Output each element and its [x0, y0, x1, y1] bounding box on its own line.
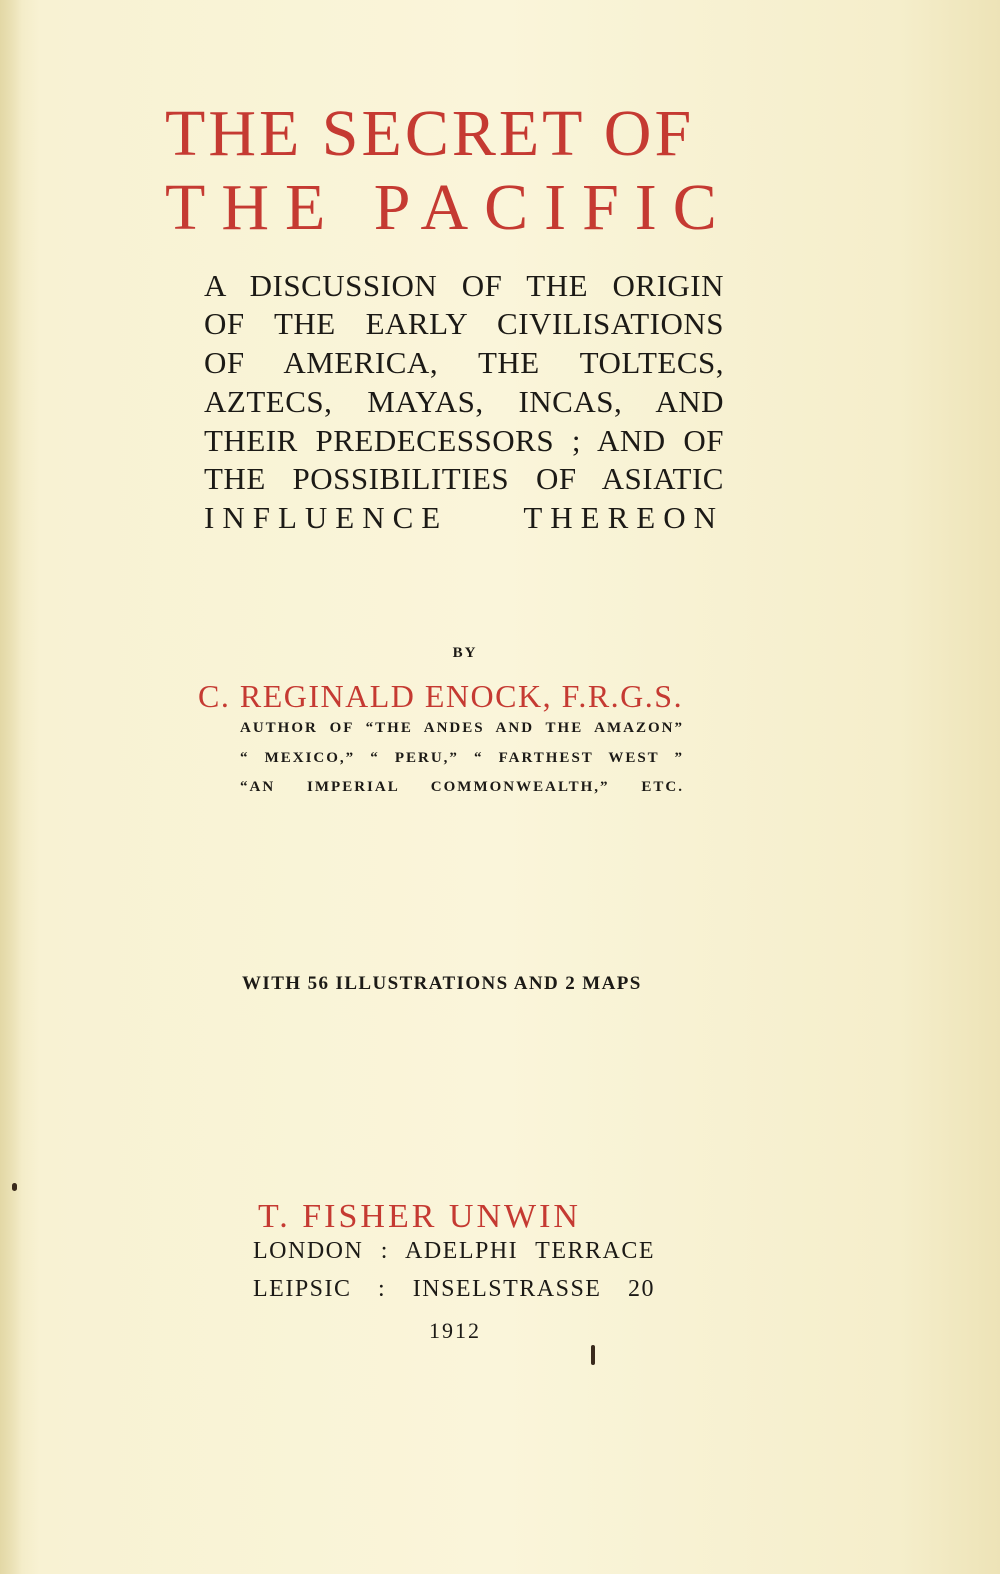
byline: BY: [452, 645, 478, 661]
author-credits-line-3: “AN IMPERIAL COMMONWEALTH,” ETC.: [240, 779, 684, 795]
subtitle-line-7: INFLUENCE THEREON: [204, 500, 724, 535]
subtitle-line-5: THEIR PREDECESSORS ; AND OF: [204, 423, 724, 458]
publisher-address-london: LONDON : ADELPHI TERRACE: [253, 1238, 655, 1264]
subtitle-line-2: OF THE EARLY CIVILISATIONS: [204, 306, 724, 341]
author-credits-line-1: AUTHOR OF “THE ANDES AND THE AMAZON”: [240, 720, 684, 736]
author-credits-line-2: “ MEXICO,” “ PERU,” “ FARTHEST WEST ”: [240, 750, 684, 766]
author-name: C. REGINALD ENOCK, F.R.G.S.: [198, 678, 684, 714]
subtitle-line-6: THE POSSIBILITIES OF ASIATIC: [204, 461, 724, 496]
subtitle-line-4: AZTECS, MAYAS, INCAS, AND: [204, 384, 724, 419]
publisher-address-leipsic: LEIPSIC : INSELSTRASSE 20: [253, 1276, 655, 1302]
book-title-line-1: THE SECRET OF: [165, 97, 695, 170]
publisher-name: T. FISHER UNWIN: [258, 1198, 581, 1235]
illustrations-note: WITH 56 ILLUSTRATIONS AND 2 MAPS: [242, 973, 642, 994]
book-title-line-2: THE PACIFIC: [165, 171, 733, 244]
ink-spot: [12, 1183, 17, 1191]
subtitle-line-3: OF AMERICA, THE TOLTECS,: [204, 345, 724, 380]
ink-mark: [591, 1345, 595, 1365]
subtitle-line-1: A DISCUSSION OF THE ORIGIN: [204, 268, 724, 303]
publication-year: 1912: [429, 1318, 481, 1343]
